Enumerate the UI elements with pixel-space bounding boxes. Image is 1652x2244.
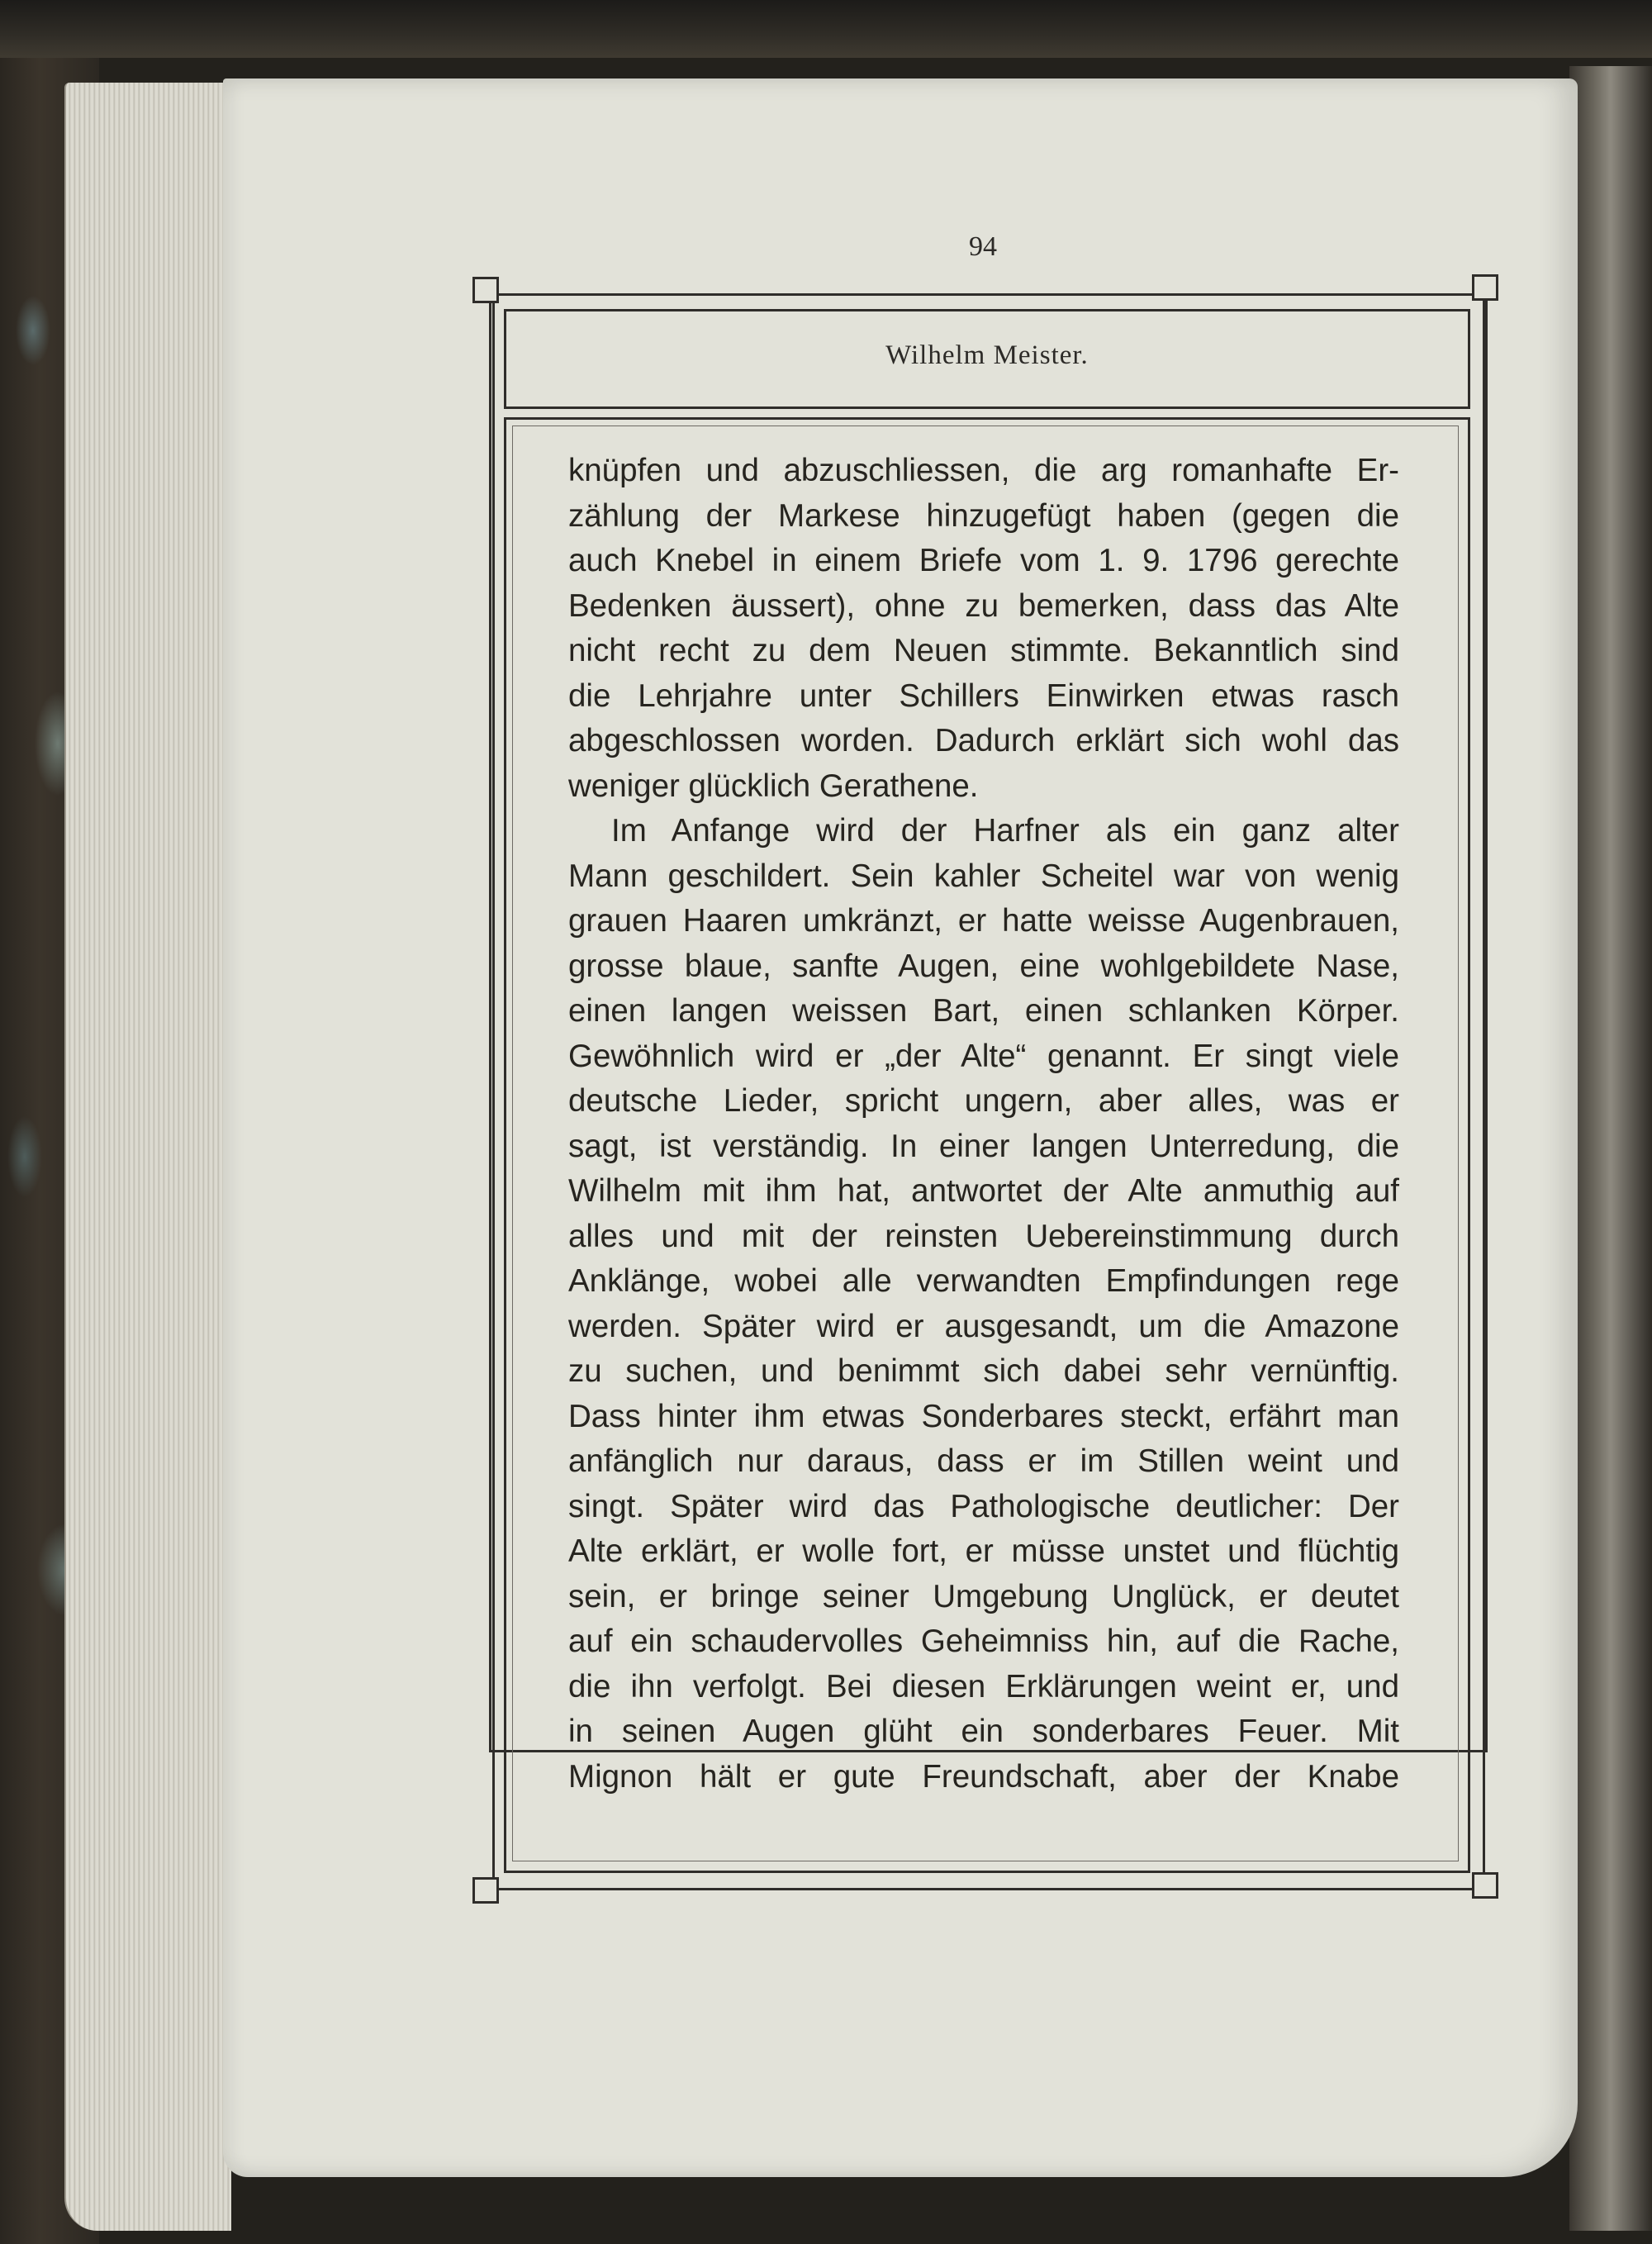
text-line: abgeschlossen worden. Dadurch erklärt sich wohl das	[568, 723, 1399, 758]
text-line: Alte erklärt, er wolle fort, er müsse unstet und flüchtig	[568, 1533, 1399, 1569]
text-line: grosse blaue, sanfte Augen, eine wohlgebildete Nase,	[568, 948, 1399, 984]
text-line: auch Knebel in einem Briefe vom 1. 9. 1796 gerechte	[568, 543, 1399, 578]
text-line: Anklänge, wobei alle verwandten Empfindungen rege	[568, 1263, 1399, 1299]
text-line: grauen Haaren umkränzt, er hatte weisse Augenbrauen,	[568, 903, 1399, 939]
frame-corner-bottom-left	[472, 1877, 499, 1904]
frame-rule-right	[1483, 293, 1485, 1878]
text-line: auf ein schaudervolles Geheimniss hin, auf die Rache,	[568, 1624, 1399, 1659]
text-line: Mignon hält er gute Freundschaft, aber der Knabe	[568, 1758, 1399, 1795]
frame-rule-left	[492, 299, 495, 1890]
text-line: nicht recht zu dem Neuen stimmte. Bekanntlich sind	[568, 633, 1399, 668]
text-line: in seinen Augen glüht ein sonderbares Feuer. Mit	[568, 1714, 1399, 1749]
frame-rule-bottom	[492, 1888, 1483, 1890]
text-line: weniger glücklich Gerathene.	[568, 768, 979, 804]
text-line: sagt, ist verständig. In einer langen Unterredung, die	[568, 1128, 1399, 1164]
text-line: zu suchen, und benimmt sich dabei sehr vernünftig.	[568, 1353, 1399, 1389]
text-line: alles und mit der reinsten Uebereinstimmung durch	[568, 1218, 1399, 1254]
frame-corner-top-left	[472, 277, 499, 303]
text-line: knüpfen und abzuschliessen, die arg romanhafte Er-	[568, 453, 1399, 488]
frame-corner-top-right	[1472, 274, 1498, 301]
text-line: Wilhelm mit ihm hat, antwortet der Alte anmuthig auf	[568, 1173, 1399, 1209]
text-line: einen langen weissen Bart, einen schlanken Körper.	[568, 993, 1399, 1029]
book-cover-top	[0, 0, 1652, 58]
text-line: Gewöhnlich wird er „der Alte“ genannt. Er singt viele	[568, 1038, 1399, 1074]
running-header-title: Wilhelm Meister.	[885, 340, 1089, 370]
next-page-edge	[1569, 66, 1652, 2231]
page-number: 94	[969, 231, 997, 262]
text-line: anfänglich nur daraus, dass er im Stillen weint und	[568, 1443, 1399, 1479]
text-line: Mann geschildert. Sein kahler Scheitel war von wenig	[568, 858, 1399, 894]
frame-corner-bottom-right	[1472, 1872, 1498, 1899]
text-line: werden. Später wird er ausgesandt, um die Amazone	[568, 1308, 1399, 1344]
page-edges	[64, 83, 231, 2231]
text-line: zählung der Markese hinzugefügt haben (gegen die	[568, 497, 1399, 534]
text-line: singt. Später wird das Pathologische deutlicher: Der	[568, 1488, 1399, 1524]
body-text	[568, 449, 1399, 1799]
text-line: die Lehrjahre unter Schillers Einwirken etwas rasch	[568, 677, 1399, 714]
text-line: deutsche Lieder, spricht ungern, aber alles, was er	[568, 1083, 1399, 1119]
text-line: Dass hinter ihm etwas Sonderbares steckt, erfährt man	[568, 1398, 1399, 1434]
text-line: Im Anfange wird der Harfner als ein ganz alter	[611, 813, 1399, 849]
text-line: die ihn verfolgt. Bei diesen Erklärungen weint er, und	[568, 1668, 1399, 1704]
text-line: Bedenken äussert), ohne zu bemerken, dass das Alte	[568, 587, 1399, 624]
text-line: sein, er bringe seiner Umgebung Unglück, er deutet	[568, 1578, 1399, 1614]
